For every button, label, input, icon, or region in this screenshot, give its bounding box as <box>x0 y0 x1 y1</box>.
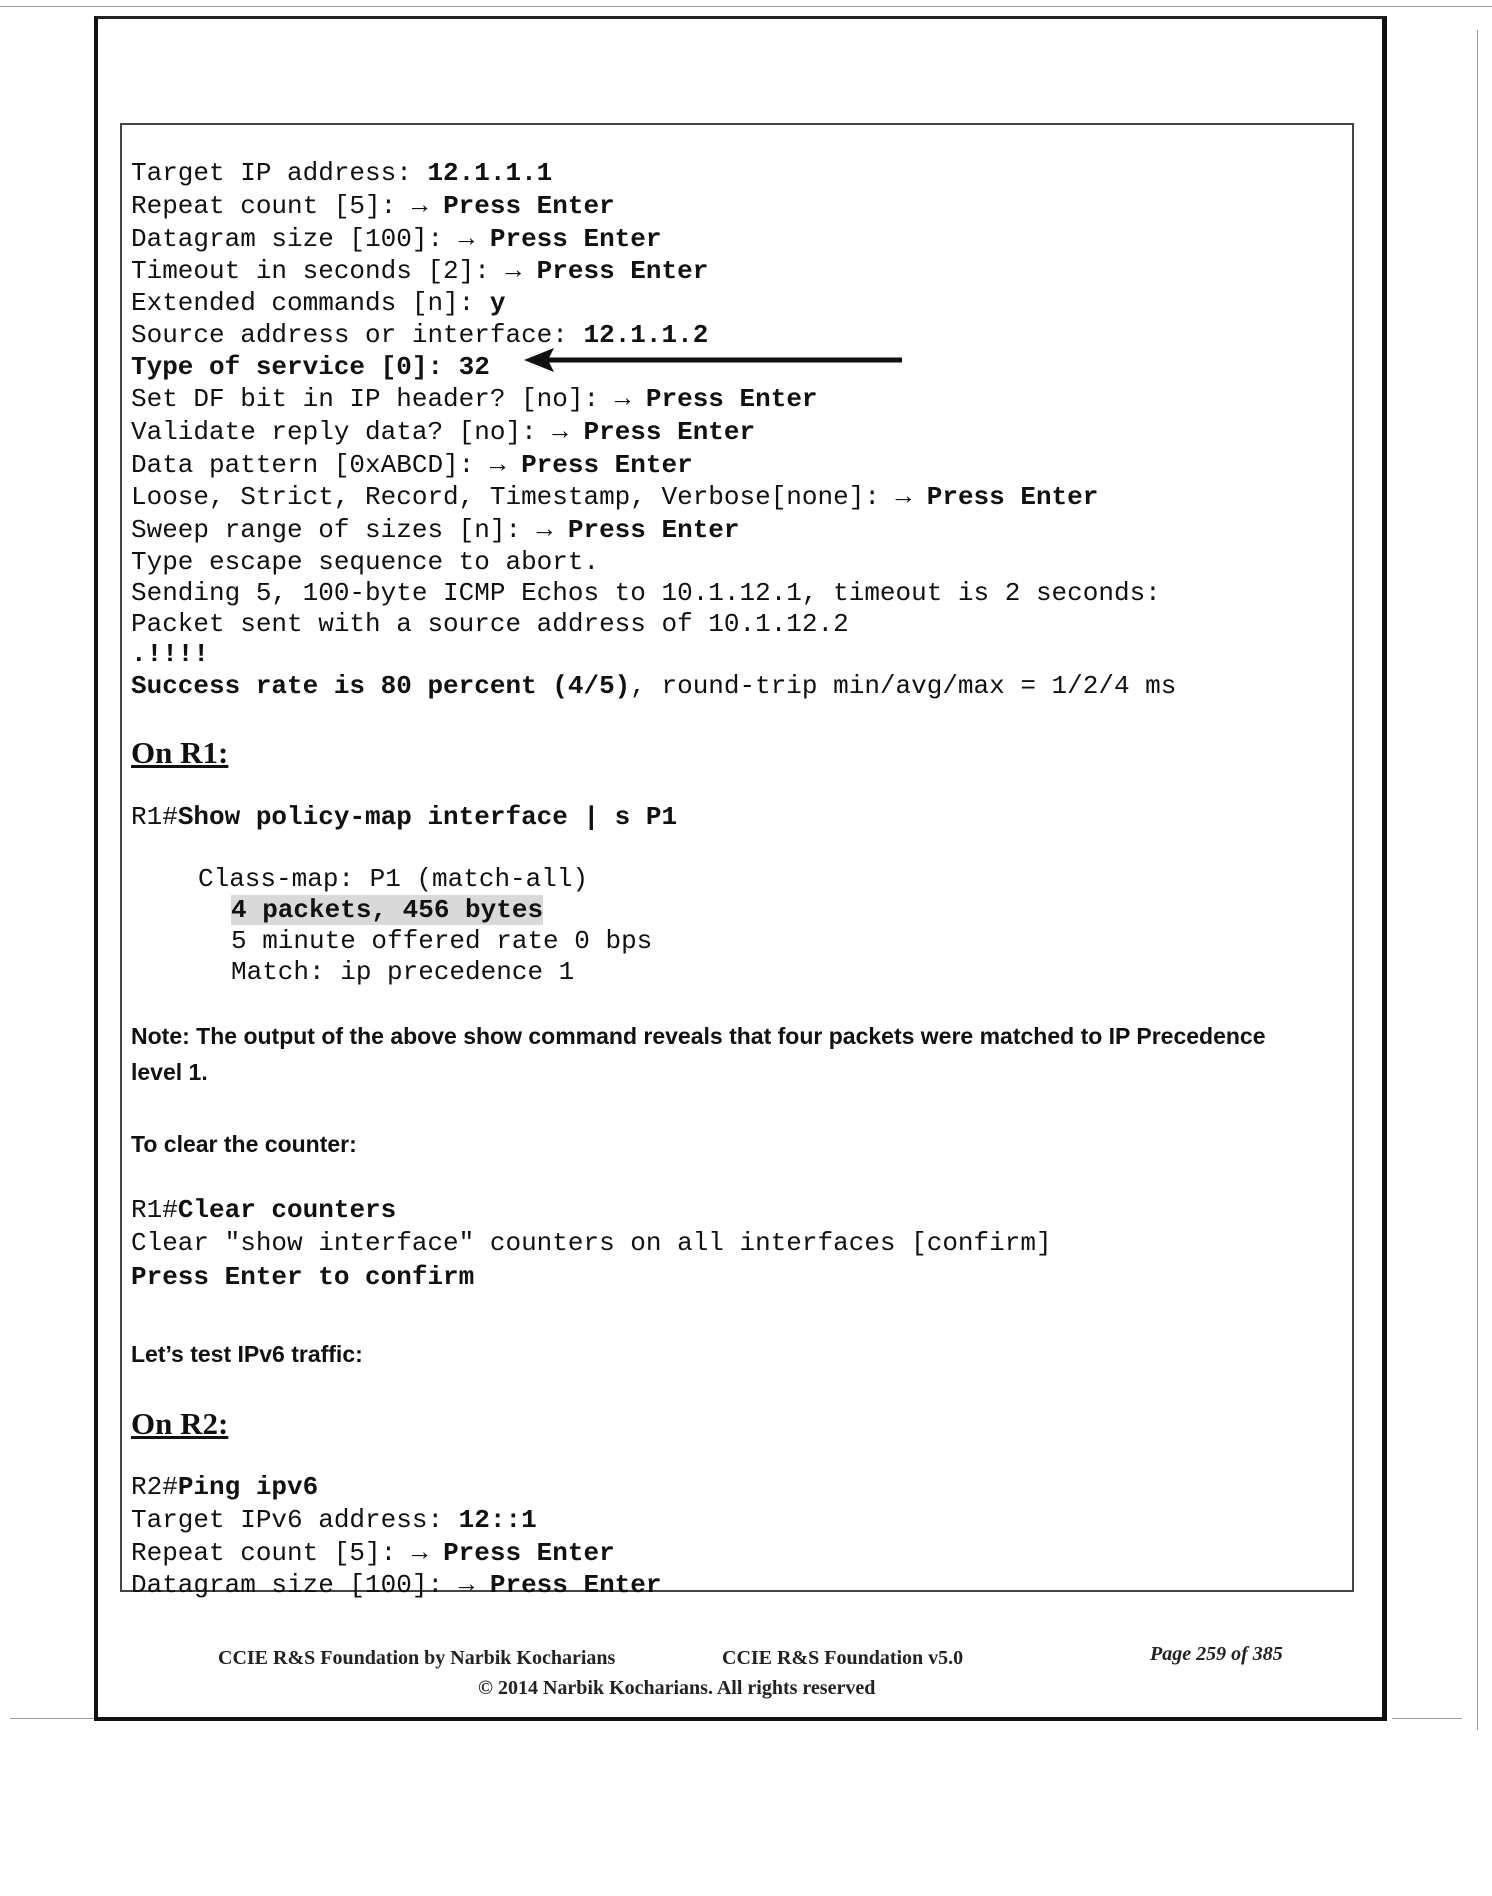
press-confirm-line: Press Enter to confirm <box>131 1262 475 1292</box>
ping-line: Timeout in seconds [2]: → Press Enter <box>131 256 709 286</box>
pointer-arrow-icon <box>524 348 904 372</box>
packets-line: 4 packets, 456 bytes <box>231 895 544 925</box>
ping-line: Sweep range of sizes [n]: → Press Enter <box>131 515 740 545</box>
heading-on-r1: On R1: <box>131 735 229 770</box>
clear-intro: To clear the counter: <box>131 1131 357 1157</box>
scan-edge-right <box>1477 30 1478 1730</box>
ping-line: Source address or interface: 12.1.1.2 <box>131 320 709 350</box>
ping-v6-line: Target IPv6 address: 12::1 <box>131 1505 537 1535</box>
footer-left: CCIE R&S Foundation by Narbik Kocharians <box>218 1647 616 1669</box>
footer-middle: CCIE R&S Foundation v5.0 <box>722 1647 964 1669</box>
type-of-service-line: Type of service [0]: 32 <box>131 352 490 382</box>
ping-line: Packet sent with a source address of 10.1.12.2 <box>131 609 849 639</box>
success-rate-line: Success rate is 80 percent (4/5), round-trip min/avg/max = 1/2/4 ms <box>131 671 1177 701</box>
scan-edge-bottom-left <box>10 1718 94 1719</box>
class-map-line: Class-map: P1 (match-all) <box>198 864 589 894</box>
scan-edge-top <box>0 6 1492 7</box>
scan-edge-bottom-right <box>1392 1718 1462 1719</box>
ping-line: Type escape sequence to abort. <box>131 547 600 577</box>
ping-line: Repeat count [5]: → Press Enter <box>131 191 615 221</box>
show-command-line: R1#Show policy-map interface | s P1 <box>131 802 678 832</box>
rate-line: 5 minute offered rate 0 bps <box>231 926 653 956</box>
ping-line: Extended commands [n]: y <box>131 288 506 318</box>
note-line-1: Note: The output of the above show command reveals that four packets were matched to IP Precedence <box>131 1023 1266 1049</box>
footer-copyright: © 2014 Narbik Kocharians. All rights reserved <box>478 1677 876 1699</box>
ping-line: Sending 5, 100-byte ICMP Echos to 10.1.12.1, timeout is 2 seconds: <box>131 578 1161 608</box>
ipv6-intro: Let’s test IPv6 traffic: <box>131 1341 363 1367</box>
ping-v6-line: Repeat count [5]: → Press Enter <box>131 1538 615 1568</box>
clear-command-line: R1#Clear counters <box>131 1195 397 1225</box>
ping-line: Validate reply data? [no]: → Press Enter <box>131 417 756 447</box>
clear-confirm-line: Clear "show interface" counters on all interfaces [confirm] <box>131 1228 1052 1258</box>
ping-line: Data pattern [0xABCD]: → Press Enter <box>131 450 693 480</box>
ping-line: Loose, Strict, Record, Timestamp, Verbose[none]: → Press Enter <box>131 482 1099 512</box>
ping-v6-command-line: R2#Ping ipv6 <box>131 1472 319 1502</box>
footer-page-number: Page 259 of 385 <box>1150 1643 1283 1665</box>
ping-v6-line: Datagram size [100]: → Press Enter <box>131 1570 662 1600</box>
ping-line: Datagram size [100]: → Press Enter <box>131 224 662 254</box>
heading-on-r2: On R2: <box>131 1406 229 1441</box>
ping-result-marks: .!!!! <box>131 639 210 669</box>
note-line-2: level 1. <box>131 1059 208 1085</box>
match-line: Match: ip precedence 1 <box>231 957 575 987</box>
ping-line: Set DF bit in IP header? [no]: → Press Enter <box>131 384 818 414</box>
ping-line: Target IP address: 12.1.1.1 <box>131 158 553 188</box>
